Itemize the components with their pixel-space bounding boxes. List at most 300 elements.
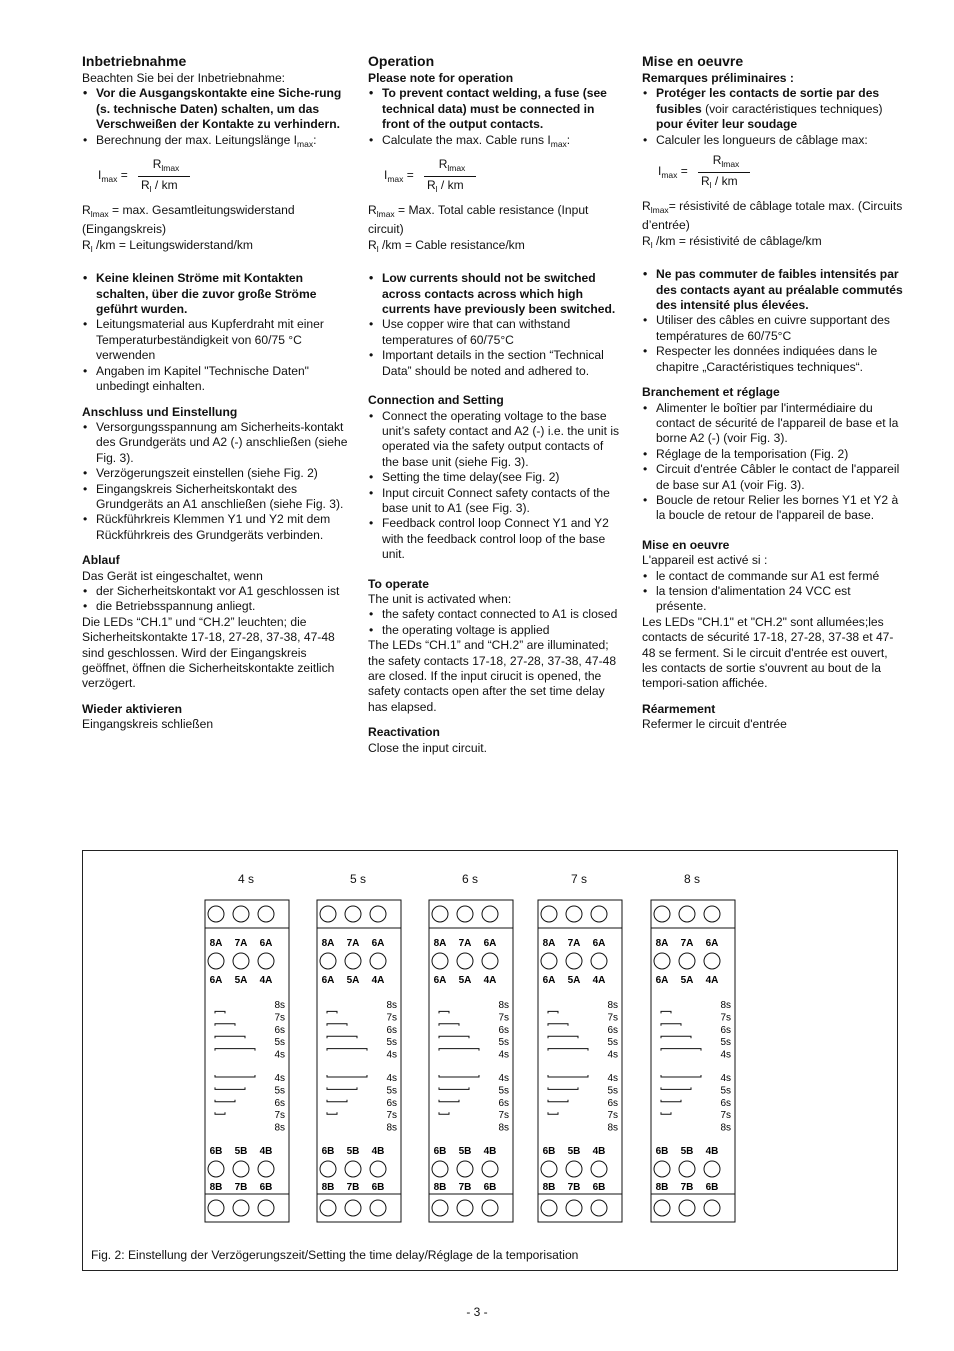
scale-bracket (661, 1100, 681, 1102)
terminal-screw (482, 906, 498, 922)
terminal-label: 4B (592, 1146, 606, 1157)
terminal-screw (457, 1161, 473, 1177)
terminal-label: 5A (346, 975, 360, 986)
terminal-screw (432, 953, 448, 969)
scale-label: 8s (386, 1122, 397, 1134)
terminal-screw (482, 1200, 498, 1216)
terminal-screw (541, 953, 557, 969)
terminal-screw (208, 1161, 224, 1177)
terminal-screw (591, 1161, 607, 1177)
scale-label: 5s (720, 1085, 731, 1097)
terminal-screw (345, 1161, 361, 1177)
terminal-label: 8A (433, 938, 447, 949)
scale-bracket (327, 1100, 347, 1102)
terminal-label: 7A (234, 938, 248, 949)
definition: $R_l$ /km = Cable resistance/km (368, 237, 525, 254)
module-diagram (647, 898, 739, 1226)
scale-bracket (327, 1011, 337, 1013)
terminal-label: 4A (705, 975, 719, 986)
scale-bracket (439, 1011, 449, 1013)
scale-bracket (215, 1011, 225, 1013)
terminal-screw (320, 953, 336, 969)
terminal-label: 8B (655, 1182, 669, 1193)
scale-label: 4s (386, 1073, 397, 1084)
paragraph: L'appareil est activé si : (642, 553, 768, 568)
scale-bracket (661, 1112, 671, 1114)
scale-label: 6s (274, 1097, 285, 1109)
terminal-label: 6A (371, 938, 385, 949)
terminal-label: 7B (680, 1182, 694, 1193)
bullet-item: • Low currents should not be switched across contacts across which high currents have previously been switched. (368, 271, 620, 317)
scale-bracket (439, 1112, 449, 1114)
fraction-bar (698, 172, 750, 173)
terminal-label: 6B (483, 1182, 497, 1193)
scale-bracket (327, 1112, 337, 1114)
terminal-label: 6B (209, 1146, 223, 1157)
terminal-label: 6B (321, 1146, 335, 1157)
definition: $R_{lmax}=$ résistivité de câblage totale max. (Circuits d’entrée) (642, 199, 903, 233)
paragraph: Eingangskreis schließen (82, 717, 214, 732)
terminal-label: 5A (458, 975, 472, 986)
bullet-item: • Calculer les longueurs de câblage max: (642, 133, 904, 148)
scale-bracket (439, 1087, 469, 1089)
scale-label: 6s (720, 1024, 731, 1036)
fraction-bar (138, 176, 190, 177)
terminal-screw (591, 1200, 607, 1216)
terminal-label: 7B (567, 1182, 581, 1193)
definition: $R_l$ /km = résistivité de câblage/km (642, 233, 822, 250)
scale-label: 4s (498, 1049, 509, 1061)
formula-denominator: $R_l$ / km (701, 174, 738, 191)
paragraph: The LEDs “CH.1” and “CH.2” are illuminated; the safety contacts 17-18, 27-28, 37-38, 47-48 are closed. If the input cirucit is opened, the safety contacts open after the set time delay has elapsed. (368, 638, 617, 714)
scale-label: 5s (274, 1037, 285, 1049)
terminal-screw (679, 953, 695, 969)
subsection-heading: To operate (368, 576, 429, 591)
terminal-label: 4A (483, 975, 497, 986)
terminal-screw (432, 1161, 448, 1177)
bullet-list (642, 86, 904, 148)
bullet-list (368, 409, 620, 563)
column-french (642, 53, 904, 733)
bullet-list (642, 569, 904, 615)
section-title: Operation (368, 53, 435, 69)
scale-bracket (548, 1024, 568, 1026)
bullet-list (82, 420, 350, 543)
module-diagram (201, 898, 293, 1226)
paragraph: The unit is activated when: (368, 591, 512, 606)
terminal-label: 7A (680, 938, 694, 949)
bullet-item: • the safety contact connected to A1 is closed (368, 607, 620, 622)
scale-label: 8s (386, 1000, 397, 1011)
bullet-item (82, 133, 350, 152)
bullet-text: Berechnung der max. Leitungslänge I (96, 132, 298, 147)
bullet-list (82, 584, 350, 615)
terminal-label: 5B (680, 1146, 694, 1157)
terminal-label: 4B (705, 1146, 719, 1157)
terminal-screw (654, 953, 670, 969)
scale-label: 8s (274, 1122, 285, 1134)
terminal-screw (258, 1161, 274, 1177)
scale-label: 5s (498, 1085, 509, 1097)
module-7s (534, 851, 624, 1272)
scale-bracket (327, 1087, 357, 1089)
bullet-list (368, 271, 620, 379)
paragraph: Refermer le circuit d'entrée (642, 717, 787, 732)
formula (658, 153, 904, 197)
intro-text: Beachten Sie bei der Inbetriebnahme: (82, 71, 286, 85)
scale-bracket (215, 1087, 245, 1089)
scale-label: 7s (274, 1012, 285, 1024)
terminal-screw (320, 906, 336, 922)
scale-label: 8s (720, 1122, 731, 1134)
paragraph: Les LEDs "CH.1" et "CH.2" sont allumées;les contacts de sécurité 17-18, 27-28, 37-38 et 47-48 se ferment. Si le circuit d'entrée est ouvert, les contacts de sortie s'ouvrent au bout de la tempori-sation affichée. (642, 614, 894, 691)
bullet-item: • Important details in the section “Technical Data” should be noted and adhered to. (368, 348, 620, 379)
bullet-item: • Ne pas commuter de faibles intensités par des contacts ayant au préalable commutés des intensité plus élevées. (642, 267, 904, 313)
terminal-label: 8B (433, 1182, 447, 1193)
bullet-item: • la tension d'alimentation 24 VCC est présente. (642, 584, 904, 615)
scale-label: 6s (386, 1024, 397, 1036)
scale-label: 4s (274, 1073, 285, 1084)
terminal-label: 6B (433, 1146, 447, 1157)
bullet-item: • Verzögerungszeit einstellen (siehe Fig. 2) (82, 466, 350, 481)
terminal-screw (320, 1200, 336, 1216)
subsection-heading: Réarmement (642, 701, 716, 716)
definition: $R_{lmax} = \max$. Gesamtleitungswiderstand (Eingangskreis) (82, 203, 295, 237)
terminal-screw (704, 1200, 720, 1216)
terminal-screw (654, 1161, 670, 1177)
terminal-screw (370, 1161, 386, 1177)
subscript: max (297, 138, 314, 149)
scale-label: 4s (498, 1073, 509, 1084)
scale-bracket (661, 1087, 691, 1089)
module-8s (647, 851, 737, 1272)
intro-text: Please note for operation (368, 71, 514, 85)
terminal-label: 6A (542, 975, 556, 986)
module-time-label: 6 s (461, 872, 478, 886)
scale-label: 5s (386, 1037, 397, 1049)
section-title: Inbetriebnahme (82, 53, 187, 69)
column-german (82, 53, 350, 733)
formula-denominator: $R_l$ / km (427, 178, 464, 195)
terminal-label: 6B (592, 1182, 606, 1193)
scale-label: 6s (720, 1097, 731, 1109)
formula (98, 157, 350, 201)
bullet-item: • Circuit d'entrée Câbler le contact de l'appareil de base sur A1 (voir Fig. 3). (642, 462, 904, 493)
terminal-label: 8B (209, 1182, 223, 1193)
terminal-label: 6B (371, 1182, 385, 1193)
scale-label: 5s (607, 1037, 618, 1049)
terminal-screw (679, 1200, 695, 1216)
page-number: - 3 - (466, 1305, 488, 1319)
module-time-label: 5 s (349, 872, 366, 886)
terminal-label: 6A (209, 975, 223, 986)
terminal-label: 6A (592, 938, 606, 949)
scale-label: 8s (498, 1000, 509, 1011)
terminal-screw (208, 1200, 224, 1216)
scale-bracket (327, 1036, 357, 1038)
scale-label: 7s (720, 1012, 731, 1024)
scale-bracket (661, 1075, 701, 1077)
scale-bracket (548, 1087, 578, 1089)
terminal-label: 7A (346, 938, 360, 949)
bullet-item: • Réglage de la temporisation (Fig. 2) (642, 447, 904, 462)
terminal-label: 4A (371, 975, 385, 986)
terminal-label: 8A (655, 938, 669, 949)
terminal-screw (704, 906, 720, 922)
terminal-screw (208, 953, 224, 969)
formula-lhs: $I_{max}$ = (384, 168, 414, 185)
scale-label: 4s (607, 1049, 618, 1061)
scale-bracket (215, 1075, 255, 1077)
scale-bracket (661, 1024, 681, 1026)
terminal-screw (541, 906, 557, 922)
bullet-item: • the operating voltage is applied (368, 623, 620, 638)
terminal-label: 6B (655, 1146, 669, 1157)
scale-label: 7s (498, 1012, 509, 1024)
scale-label: 8s (274, 1000, 285, 1011)
terminal-screw (370, 953, 386, 969)
scale-label: 4s (274, 1049, 285, 1061)
bullet-item: • Leitungsmaterial aus Kupferdraht mit einer Temperaturbeständigkeit von 60/75 °C verwenden (82, 317, 350, 363)
bullet-list (642, 267, 904, 375)
scale-bracket (661, 1049, 701, 1051)
terminal-screw (370, 906, 386, 922)
module-diagram (534, 898, 626, 1226)
terminal-screw (654, 1200, 670, 1216)
bullet-list (82, 86, 350, 152)
terminal-label: 8B (321, 1182, 335, 1193)
scale-bracket (215, 1112, 225, 1114)
terminal-label: 6A (321, 975, 335, 986)
scale-bracket (215, 1036, 245, 1038)
scale-label: 6s (386, 1097, 397, 1109)
bullet-list (642, 401, 904, 524)
terminal-screw (457, 953, 473, 969)
module-6s (425, 851, 515, 1272)
terminal-screw (233, 953, 249, 969)
terminal-screw (541, 1161, 557, 1177)
terminal-screw (566, 906, 582, 922)
bullet-item: • Protéger les contacts de sortie par des fusibles (voir caractéristiques techniques) pour éviter leur soudage (642, 86, 904, 132)
terminal-label: 8A (209, 938, 223, 949)
subscript: max (550, 138, 567, 149)
scale-label: 7s (274, 1110, 285, 1122)
scale-label: 6s (498, 1024, 509, 1036)
bullet-list (368, 607, 620, 638)
figure-time-delay (82, 850, 898, 1271)
terminal-screw (370, 1200, 386, 1216)
scale-bracket (327, 1024, 347, 1026)
intro-text: Remarques préliminaires : (642, 71, 794, 85)
terminal-label: 5A (234, 975, 248, 986)
scale-bracket (661, 1036, 691, 1038)
paragraph: Die LEDs “CH.1” und “CH.2” leuchten; die Sicherheitskontakte 17-18, 27-28, 37-38, 47-48 sind geschlossen. Wird der Eingangskreis geöffnet, öffnen die Sicherheitskontakte zeitlich verzögert. (82, 614, 335, 691)
figure-caption: Fig. 2: Einstellung der Verzögerungszeit/Setting the time delay/Réglage de la temporisation (91, 1248, 579, 1262)
terminal-screw (320, 1161, 336, 1177)
terminal-screw (541, 1200, 557, 1216)
module-diagram (313, 898, 405, 1226)
terminal-screw (345, 953, 361, 969)
terminal-screw (258, 953, 274, 969)
terminal-label: 7A (458, 938, 472, 949)
terminal-screw (345, 906, 361, 922)
terminal-label: 6A (433, 975, 447, 986)
module-diagram (425, 898, 517, 1226)
terminal-screw (432, 1200, 448, 1216)
terminal-screw (233, 906, 249, 922)
formula-denominator: $R_l$ / km (141, 178, 178, 195)
terminal-screw (482, 953, 498, 969)
terminal-screw (704, 953, 720, 969)
bullet-item: • To prevent contact welding, a fuse (see technical data) must be connected in front of the output contacts. (368, 86, 620, 132)
bullet-item: • Rückführkreis Klemmen Y1 und Y2 mit dem Rückführkreis des Grundgeräts verbinden. (82, 512, 350, 543)
module-time-label: 7 s (570, 872, 587, 886)
bullet-text: : (566, 132, 571, 147)
subsection-heading: Anschluss und Einstellung (82, 404, 238, 419)
terminal-screw (566, 1161, 582, 1177)
scale-label: 4s (386, 1049, 397, 1061)
formula-numerator: $R_{lmax}$ (712, 153, 740, 170)
terminal-screw (457, 906, 473, 922)
module-time-label: 8 s (683, 872, 700, 886)
terminal-label: 6A (655, 975, 669, 986)
bullet-item: • Alimenter le boîtier par l'intermédiaire du contact de sécurité de l'appareil de base et la borne A2 (-) (voir Fig. 3). (642, 401, 904, 447)
terminal-label: 6B (542, 1146, 556, 1157)
terminal-screw (457, 1200, 473, 1216)
scale-bracket (548, 1011, 558, 1013)
formula-lhs: $I_{max}$ = (98, 168, 128, 185)
scale-label: 7s (607, 1110, 618, 1122)
terminal-screw (208, 906, 224, 922)
terminal-label: 6B (259, 1182, 273, 1193)
bullet-item: • Feedback control loop Connect Y1 and Y2 with the feedback control loop of the base unit. (368, 516, 620, 562)
subsection-heading: Connection and Setting (368, 393, 504, 408)
subsection-heading: Branchement et réglage (642, 385, 780, 400)
terminal-label: 4A (592, 975, 606, 986)
terminal-label: 5B (458, 1146, 472, 1157)
terminal-screw (482, 1161, 498, 1177)
terminal-screw (654, 906, 670, 922)
scale-bracket (548, 1049, 588, 1051)
scale-bracket (215, 1024, 235, 1026)
terminal-label: 8B (542, 1182, 556, 1193)
scale-label: 4s (720, 1073, 731, 1084)
bullet-item: • Utiliser des câbles en cuivre supportant des températures de 60/75°C (642, 313, 904, 344)
scale-bracket (439, 1100, 459, 1102)
terminal-screw (566, 953, 582, 969)
terminal-screw (233, 1200, 249, 1216)
definition: $R_l$ /km = Leitungswiderstand/km (82, 237, 253, 254)
terminal-label: 4B (371, 1146, 385, 1157)
bullet-item: • Use copper wire that can withstand temperatures of 60/75°C (368, 317, 620, 348)
terminal-label: 6A (483, 938, 497, 949)
scale-bracket (548, 1036, 578, 1038)
bullet-item: • Eingangskreis Sicherheitskontakt des Grundgeräts an A1 anschließen (siehe Fig. 3). (82, 482, 350, 513)
formula-numerator: $R_{lmax}$ (152, 157, 180, 174)
scale-label: 7s (498, 1110, 509, 1122)
terminal-screw (591, 906, 607, 922)
scale-label: 4s (607, 1073, 618, 1084)
formula-numerator: $R_{lmax}$ (438, 157, 466, 174)
scale-label: 5s (607, 1085, 618, 1097)
scale-bracket (439, 1024, 459, 1026)
terminal-screw (233, 1161, 249, 1177)
bullet-list (82, 271, 350, 394)
terminal-screw (679, 1161, 695, 1177)
paragraph: Das Gerät ist eingeschaltet, wenn (82, 568, 263, 583)
scale-bracket (215, 1049, 255, 1051)
scale-label: 5s (720, 1037, 731, 1049)
scale-label: 8s (498, 1122, 509, 1134)
scale-bracket (661, 1011, 671, 1013)
module-time-label: 4 s (237, 872, 254, 886)
terminal-label: 6A (259, 938, 273, 949)
formula-lhs: $I_{max}$ = (658, 164, 688, 181)
terminal-label: 4A (259, 975, 273, 986)
terminal-label: 7B (346, 1182, 360, 1193)
terminal-screw (566, 1200, 582, 1216)
scale-label: 6s (274, 1024, 285, 1036)
module-4s (201, 851, 291, 1272)
bullet-item: • Connect the operating voltage to the base unit’s safety contact and A2 (-) i.e. the unit is operated via the safety output contacts of the base unit (siehe Fig. 3). (368, 409, 620, 471)
definition: $R_{lmax}$ = Max. Total cable resistance (Input circuit) (368, 203, 589, 237)
terminal-label: 5A (680, 975, 694, 986)
bullet-item: • le contact de commande sur A1 est fermé (642, 569, 904, 584)
formula (384, 157, 620, 201)
terminal-screw (258, 906, 274, 922)
terminal-label: 6B (705, 1182, 719, 1193)
scale-bracket (215, 1100, 235, 1102)
bullet-item: • Input circuit Connect safety contacts of the base unit to A1 (see Fig. 3). (368, 486, 620, 517)
terminal-label: 4B (259, 1146, 273, 1157)
terminal-label: 8A (321, 938, 335, 949)
scale-label: 5s (498, 1037, 509, 1049)
bullet-item: • Keine kleinen Ströme mit Kontakten schalten, über die zuvor große Ströme geführt wurden. (82, 271, 350, 317)
terminal-label: 5B (567, 1146, 581, 1157)
terminal-screw (704, 1161, 720, 1177)
bullet-item: • die Betriebsspannung anliegt. (82, 599, 350, 614)
bullet-item (368, 133, 620, 152)
module-5s (313, 851, 403, 1272)
bullet-item: • Setting the time delay(see Fig. 2) (368, 470, 620, 485)
fraction-bar (424, 176, 476, 177)
bullet-text: : (313, 132, 317, 147)
scale-label: 4s (720, 1049, 731, 1061)
scale-label: 7s (607, 1012, 618, 1024)
scale-bracket (439, 1075, 479, 1077)
section-title: Mise en oeuvre (642, 53, 744, 69)
scale-label: 6s (498, 1097, 509, 1109)
bullet-item: • Boucle de retour Relier les bornes Y1 et Y2 à la boucle de retour de l'appareil de base. (642, 493, 904, 524)
bullet-item: • der Sicherheitskontakt vor A1 geschlossen ist (82, 584, 350, 599)
bullet-item: • Angaben im Kapitel "Technische Daten" unbedingt einhalten. (82, 364, 350, 395)
terminal-screw (345, 1200, 361, 1216)
bullet-item: • Respecter les données indiquées dans le chapitre „Caractéristiques techniques“. (642, 344, 904, 375)
scale-label: 8s (607, 1122, 618, 1134)
terminal-screw (258, 1200, 274, 1216)
scale-label: 6s (607, 1097, 618, 1109)
scale-label: 7s (720, 1110, 731, 1122)
scale-label: 5s (274, 1085, 285, 1097)
scale-bracket (548, 1100, 568, 1102)
paragraph: Close the input circuit. (368, 740, 487, 755)
bullet-list (368, 86, 620, 152)
terminal-screw (591, 953, 607, 969)
scale-bracket (439, 1036, 469, 1038)
terminal-screw (432, 906, 448, 922)
terminal-label: 8A (542, 938, 556, 949)
subsection-heading: Wieder aktivieren (82, 701, 183, 716)
